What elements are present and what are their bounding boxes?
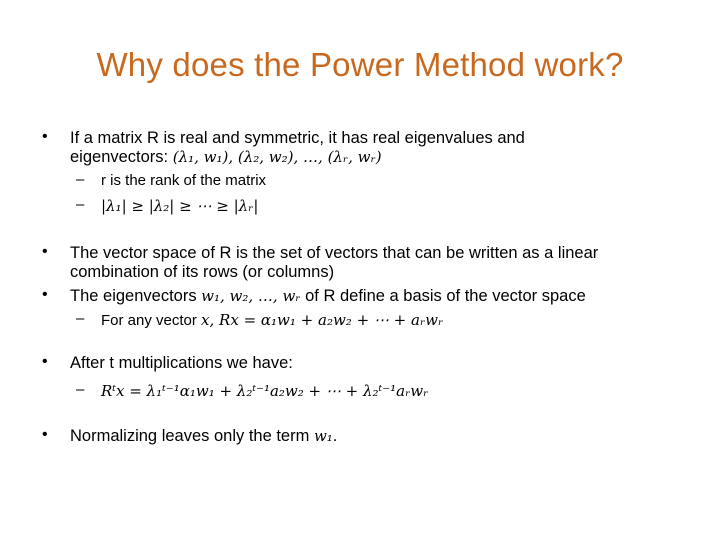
text: The eigenvectors <box>70 287 202 305</box>
bullet-5-text <box>70 426 337 446</box>
text: eigenvectors: <box>70 148 173 166</box>
sub-rank: r is the rank of the matrix <box>101 172 267 189</box>
term-math: w₁ <box>313 427 333 445</box>
bullet-icon: • <box>42 128 48 145</box>
dash-icon: – <box>76 381 85 398</box>
bullet-icon: • <box>42 243 48 260</box>
bullet-3-text <box>70 286 586 306</box>
text: Normalizing leaves only the term <box>70 427 314 445</box>
bullet-2-text: The vector space of R is the set of vectors that can be written as a linear <box>70 244 599 262</box>
bullet-1-continuation <box>70 147 382 167</box>
text: . <box>332 427 338 445</box>
slide-title: Why does the Power Method work? <box>96 46 624 83</box>
bullet-icon: • <box>42 426 48 443</box>
bullet-1-text: If a matrix R is real and symmetric, it has real eigenvalues and <box>70 129 525 147</box>
sub-eigen-order: |λ₁| ≥ |λ₂| ≥ ⋯ ≥ |λᵣ| <box>101 197 259 215</box>
text: of R define a basis of the vector space <box>300 287 586 305</box>
eigenpairs-math: (λ₁, w₁), (λ₂, w₂), …, (λᵣ, wᵣ) <box>172 148 382 166</box>
dash-icon: – <box>76 171 85 188</box>
combination-math: x, Rx = α₁w₁ + a₂w₂ + ⋯ + aᵣwᵣ <box>201 311 444 329</box>
bullet-icon: • <box>42 286 48 303</box>
sub-power-formula: Rᵗx = λ₁ᵗ⁻¹α₁w₁ + λ₂ᵗ⁻¹a₂w₂ + ⋯ + λ₂ᵗ⁻¹aᵣwᵣ <box>101 382 429 400</box>
bullet-2-continuation: combination of its rows (or columns) <box>70 263 335 281</box>
dash-icon: – <box>76 196 85 213</box>
dash-icon: – <box>76 310 85 327</box>
sub-linear-combination <box>101 310 443 331</box>
bullet-4-text: After t multiplications we have: <box>70 354 293 372</box>
text: For any vector <box>101 312 202 329</box>
bullet-icon: • <box>42 353 48 370</box>
eigenvectors-math: w₁, w₂, …, wᵣ <box>201 287 301 305</box>
